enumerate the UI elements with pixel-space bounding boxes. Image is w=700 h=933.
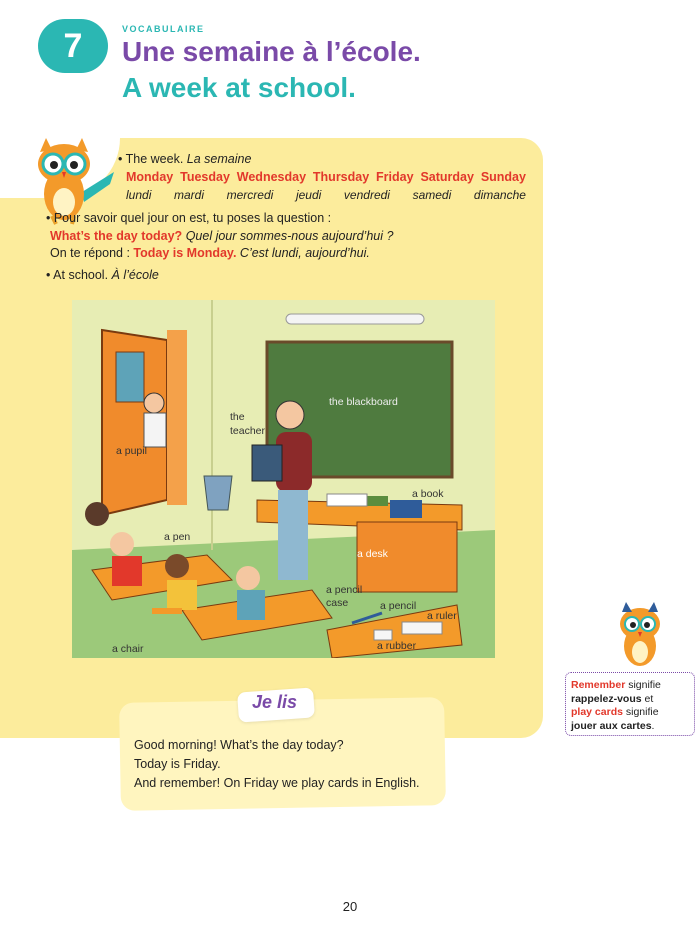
day-fr: dimanche <box>473 188 526 202</box>
question-english: What’s the day today? <box>50 229 183 243</box>
section-kicker: VOCABULAIRE <box>122 24 205 34</box>
reading-text <box>134 736 420 793</box>
note-text: . <box>651 719 655 732</box>
label-blackboard: the blackboard <box>329 396 398 408</box>
answer-english: Today is Monday. <box>133 246 237 260</box>
answer-line <box>50 246 370 260</box>
side-note <box>565 672 695 736</box>
question-intro: • Pour savoir quel jour on est, tu poses la question : <box>46 211 332 225</box>
day-en: Thursday <box>312 170 370 184</box>
answer-intro: On te répond : <box>50 246 130 260</box>
page-number: 20 <box>342 899 358 914</box>
note-word-playcards: play cards <box>571 706 623 718</box>
days-french <box>126 188 526 202</box>
reading-line: Good morning! What’s the day today? <box>134 738 344 752</box>
label-pen: a pen <box>164 531 191 543</box>
day-en: Monday <box>126 170 174 184</box>
days-english <box>126 170 526 184</box>
reading-heading: Je lis <box>252 692 298 712</box>
note-word-jouer: jouer aux cartes <box>571 719 652 732</box>
classroom-scene-image <box>72 300 495 658</box>
note-word-remember: Remember <box>571 679 626 691</box>
day-fr: mardi <box>173 188 204 202</box>
day-fr: mercredi <box>226 188 274 202</box>
label-rubber: a rubber <box>377 640 417 652</box>
label-teacher-line2: teacher <box>230 425 266 437</box>
label-pupil: a pupil <box>116 445 147 457</box>
day-fr: lundi <box>126 188 152 202</box>
note-text: et <box>641 692 654 705</box>
title-english: A week at school. <box>122 72 356 103</box>
school-intro <box>46 268 159 282</box>
label-pencil-case-line2: case <box>326 597 349 609</box>
classroom-illustration <box>72 300 495 658</box>
question-french: Quel jour sommes-nous aujourd’hui ? <box>185 229 394 243</box>
week-intro <box>118 152 251 166</box>
day-en: Friday <box>376 170 414 184</box>
reading-line: And remember! On Friday we play cards in English. <box>134 776 420 790</box>
week-intro-en: • The week. <box>118 152 184 166</box>
note-word-rappelez: rappelez-vous <box>571 692 642 705</box>
owl-side-icon <box>610 602 670 672</box>
note-text: signifie <box>622 706 659 718</box>
label-pencil: a pencil <box>380 600 417 612</box>
day-en: Saturday <box>420 170 474 184</box>
label-book: a book <box>412 488 444 500</box>
label-pencil-case-line1: a pencil <box>326 584 363 596</box>
title-french: Une semaine à l’école. <box>122 36 421 67</box>
answer-french: C’est lundi, aujourd’hui. <box>239 246 370 260</box>
day-en: Wednesday <box>236 170 307 184</box>
day-fr: jeudi <box>295 188 322 202</box>
day-en: Sunday <box>480 170 526 184</box>
day-fr: samedi <box>412 188 452 202</box>
label-teacher-line1: the <box>230 411 245 423</box>
day-fr: vendredi <box>343 188 390 202</box>
day-en: Tuesday <box>180 170 230 184</box>
lesson-number-badge <box>38 19 108 73</box>
note-text: signifie <box>625 679 661 691</box>
lesson-number: 7 <box>63 27 83 65</box>
week-intro-fr: La semaine <box>186 152 252 166</box>
label-chair: a chair <box>112 643 144 655</box>
label-desk: a desk <box>357 548 388 560</box>
question-line <box>50 229 393 243</box>
school-intro-en: • At school. <box>46 268 109 282</box>
reading-line: Today is Friday. <box>134 757 221 771</box>
school-intro-fr: À l’école <box>111 268 159 282</box>
label-ruler: a ruler <box>427 610 457 622</box>
